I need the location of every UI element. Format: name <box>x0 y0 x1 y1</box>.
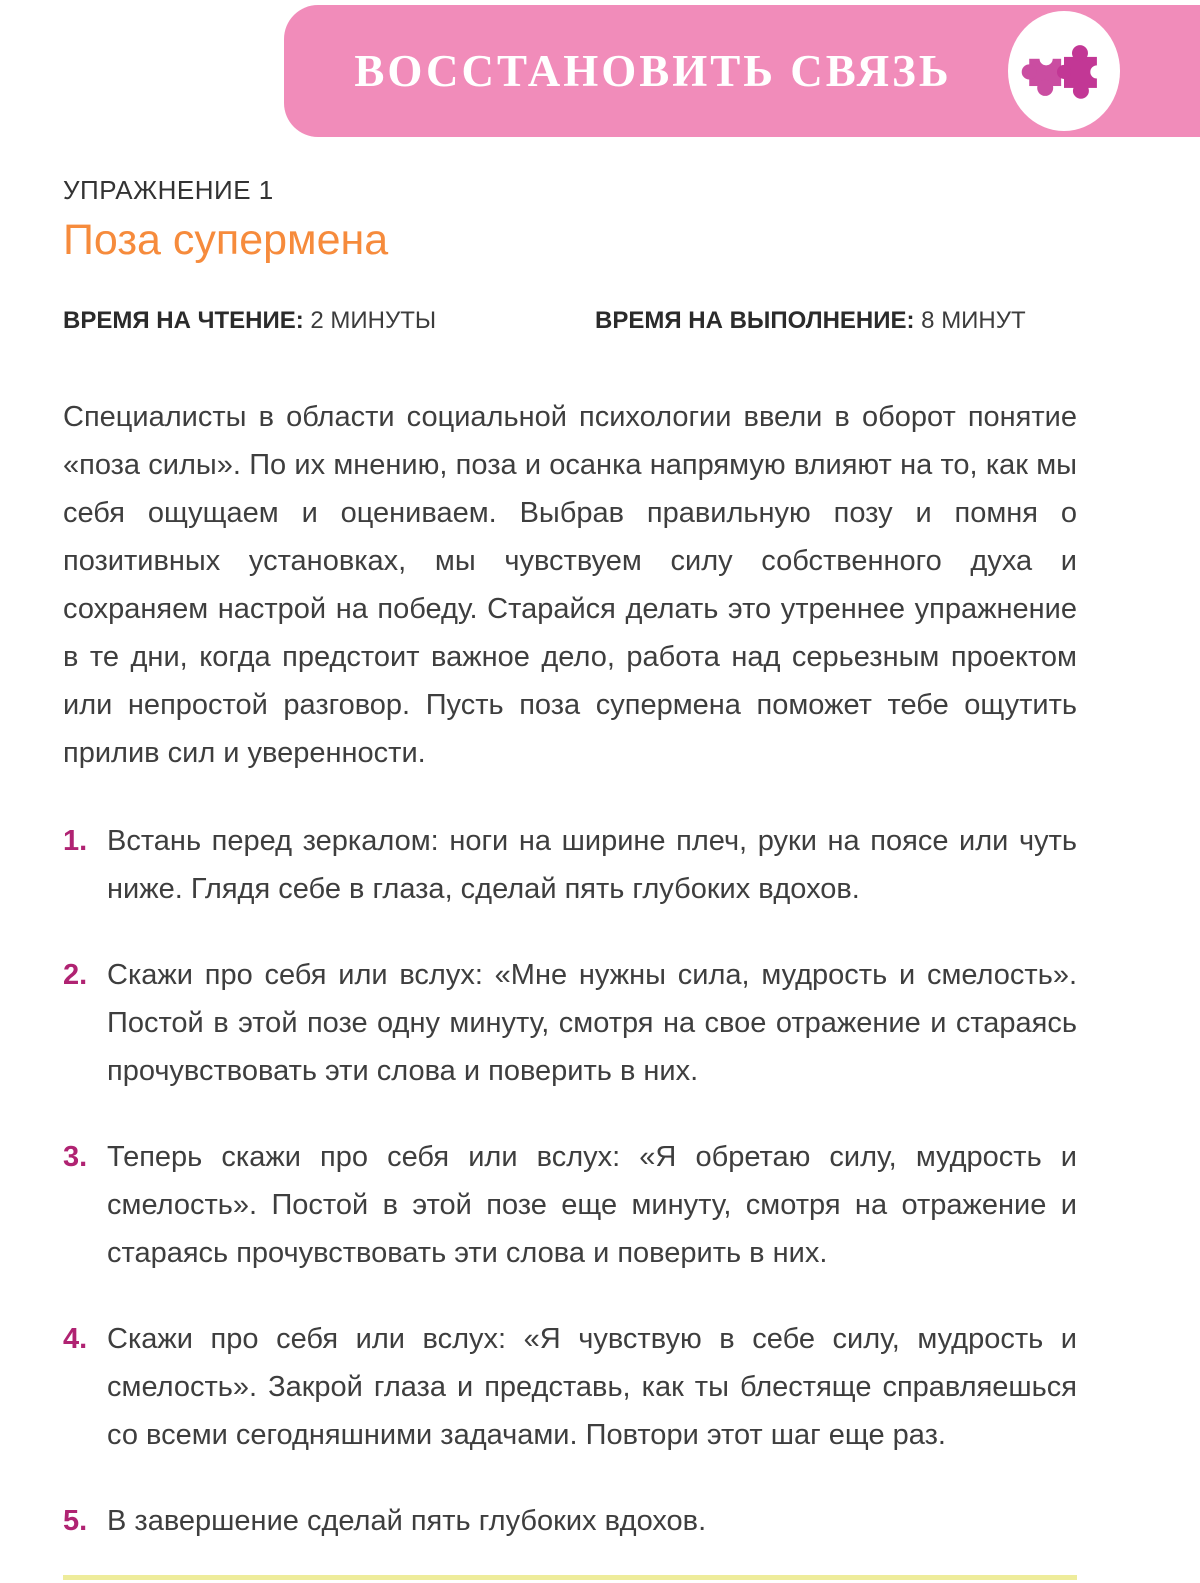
completion-time-label: ВРЕМЯ НА ВЫПОЛНЕНИЕ: <box>595 307 915 334</box>
puzzle-badge <box>1008 11 1120 131</box>
list-item <box>63 1497 1077 1545</box>
list-item <box>63 951 1077 1095</box>
step-number: 2. <box>63 959 88 991</box>
time-meta-row <box>63 307 1077 335</box>
step-text: Скажи про себя или вслух: «Мне нужны сила, мудрость и смелость». Постой в этой позе одну минуту, смотря на свое отражение и стараясь прочувствовать эти слова и поверить в них. <box>107 959 1077 1087</box>
step-text: Скажи про себя или вслух: «Я чувствую в себе силу, мудрость и смелость». Закрой глаза и представь, как ты блестяще справляешься со всеми сегодняшними задачами. Повтори этот шаг еще раз. <box>107 1323 1077 1451</box>
step-text: В завершение сделай пять глубоких вдохов. <box>107 1505 707 1537</box>
step-text: Встань перед зеркалом: ноги на ширине плеч, руки на поясе или чуть ниже. Глядя себе в глаза, сделай пять глубоких вдохов. <box>107 825 1077 905</box>
reading-time <box>63 307 595 335</box>
chapter-banner <box>284 5 1200 137</box>
list-item <box>63 1133 1077 1277</box>
step-text: Теперь скажи про себя или вслух: «Я обретаю силу, мудрость и смелость». Постой в этой позе еще минуту, смотря на отражение и стараясь прочувствовать эти слова и поверить в них. <box>107 1141 1077 1269</box>
page-content <box>63 137 1077 1583</box>
completion-time <box>595 307 1026 335</box>
section-divider <box>63 1575 1077 1580</box>
intro-paragraph: Специалисты в области социальной психологии ввели в оборот понятие «поза силы». По их мнению, поза и осанка напрямую влияют на то, как мы себя ощущаем и оцениваем. Выбрав правильную позу и помня о позитивных установках, мы чувствуем силу собственного духа и сохраняем настрой на победу. Старайся делать это утреннее упражнение в те дни, когда предстоит важное дело, работа над серьезным проектом или непростой разговор. Пусть поза супермена поможет тебе ощутить прилив сил и уверенности. <box>63 401 1077 769</box>
step-number: 4. <box>63 1323 88 1355</box>
exercise-title: Поза супермена <box>63 216 389 264</box>
step-number: 3. <box>63 1141 88 1173</box>
step-number: 1. <box>63 825 88 857</box>
completion-time-value: 8 МИНУТ <box>921 307 1026 334</box>
list-item <box>63 1315 1077 1459</box>
reading-time-label: ВРЕМЯ НА ЧТЕНИЕ: <box>63 307 304 334</box>
step-number: 5. <box>63 1505 88 1537</box>
steps-list <box>63 817 1077 1545</box>
exercise-kicker: УПРАЖНЕНИЕ 1 <box>63 175 274 205</box>
list-item <box>63 817 1077 913</box>
chapter-banner-label: ВОССТАНОВИТЬ СВЯЗЬ <box>354 46 952 96</box>
puzzle-icon <box>1017 24 1111 118</box>
reading-time-value: 2 МИНУТЫ <box>310 307 437 334</box>
